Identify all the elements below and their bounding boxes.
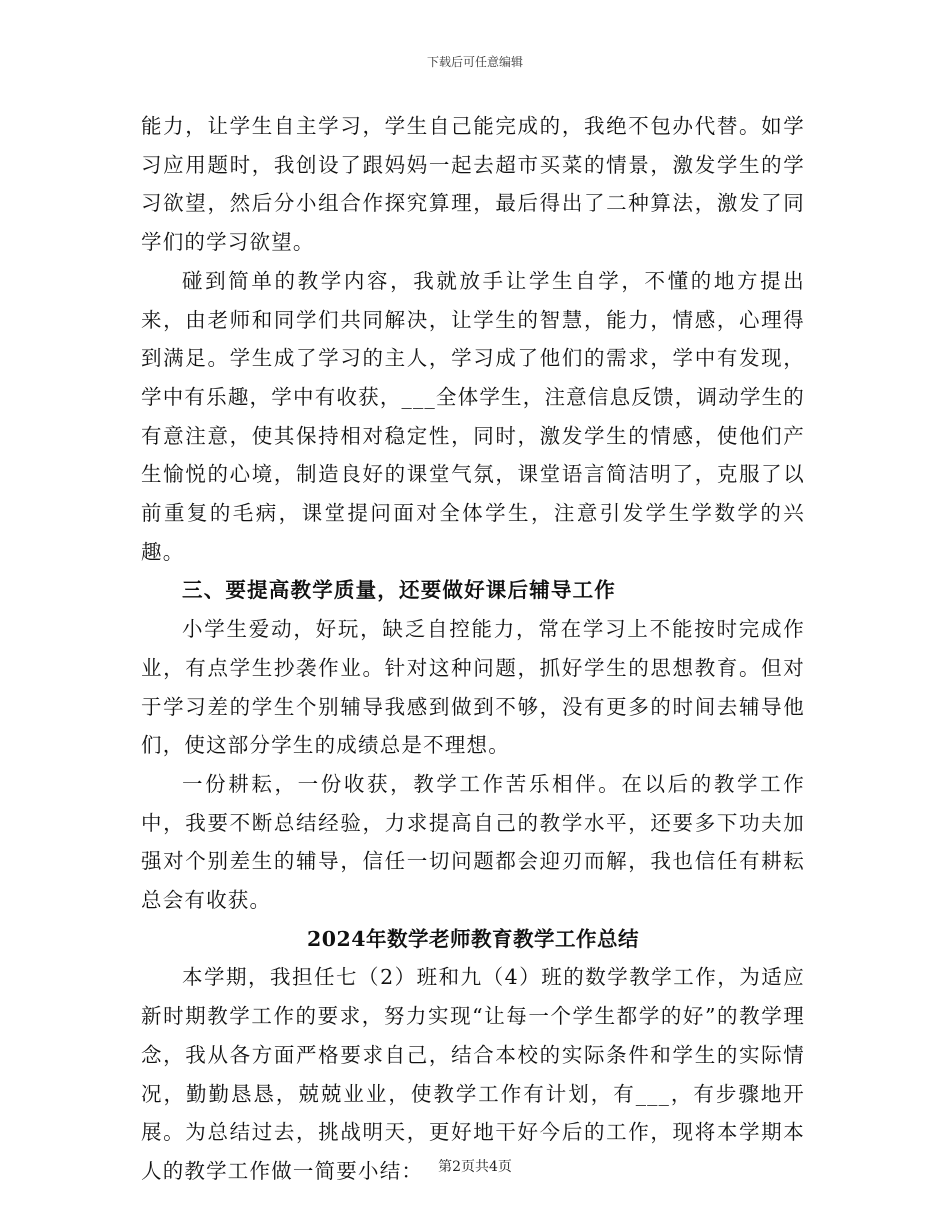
page-number: 第2页共4页 (438, 1159, 512, 1175)
paragraph-intro: 本学期，我担任七（2）班和九（4）班的数学教学工作，为适应新时期教学工作的要求，努力实现“让每一个学生都学的好”的教学理念，我从各方面严格要求自己，结合本校的实际条件和学生的实际情况，勤勤恳恳，兢兢业业，使教学工作有计划，有___，有步骤地开展。为总结过去，挑战明天，更好地干好今后的工作，现将本学期本人的教学工作做一简要小结： (141, 965, 805, 1183)
paragraph-self-study: 碰到简单的教学内容，我就放手让学生自学，不懂的地方提出来，由老师和同学们共同解决，让学生的智慧，能力，情感，心理得到满足。学生成了学习的主人，学习成了他们的需求，学中有发现，学中有乐趣，学中有收获，___全体学生，注意信息反馈，调动学生的有意注意，使其保持相对稳定性，同时，激发学生的情感，使他们产生愉悦的心境，制造良好的课堂气氛，课堂语言简洁明了，克服了以前重复的毛病，课堂提问面对全体学生，注意引发学生学数学的兴趣。 (141, 268, 805, 564)
document-body (141, 107, 805, 1191)
paragraph-conclusion: 一份耕耘，一份收获，教学工作苦乐相伴。在以后的教学工作中，我要不断总结经验，力求提高自己的教学水平，还要多下功夫加强对个别差生的辅导，信任一切问题都会迎刃而解，我也信任有耕耘总会有收获。 (141, 771, 805, 913)
paragraph-tutoring: 小学生爱动，好玩，缺乏自控能力，常在学习上不能按时完成作业，有点学生抄袭作业。针对这种问题，抓好学生的思想教育。但对于学习差的学生个别辅导我感到做到不够，没有更多的时间去辅导他们，使这部分学生的成绩总是不理想。 (141, 617, 805, 758)
paragraph-continued: 能力，让学生自主学习，学生自己能完成的，我绝不包办代替。如学习应用题时，我创设了跟妈妈一起去超市买菜的情景，激发学生的学习欲望，然后分小组合作探究算理，最后得出了二种算法，激发了同学们的学习欲望。 (141, 114, 805, 255)
page-header: 下载后可任意编辑 (426, 55, 523, 69)
document-title: 2024年数学老师教育教学工作总结 (306, 926, 640, 951)
section-heading-tutoring: 三、要提高教学质量，还要做好课后辅导工作 (182, 578, 616, 603)
